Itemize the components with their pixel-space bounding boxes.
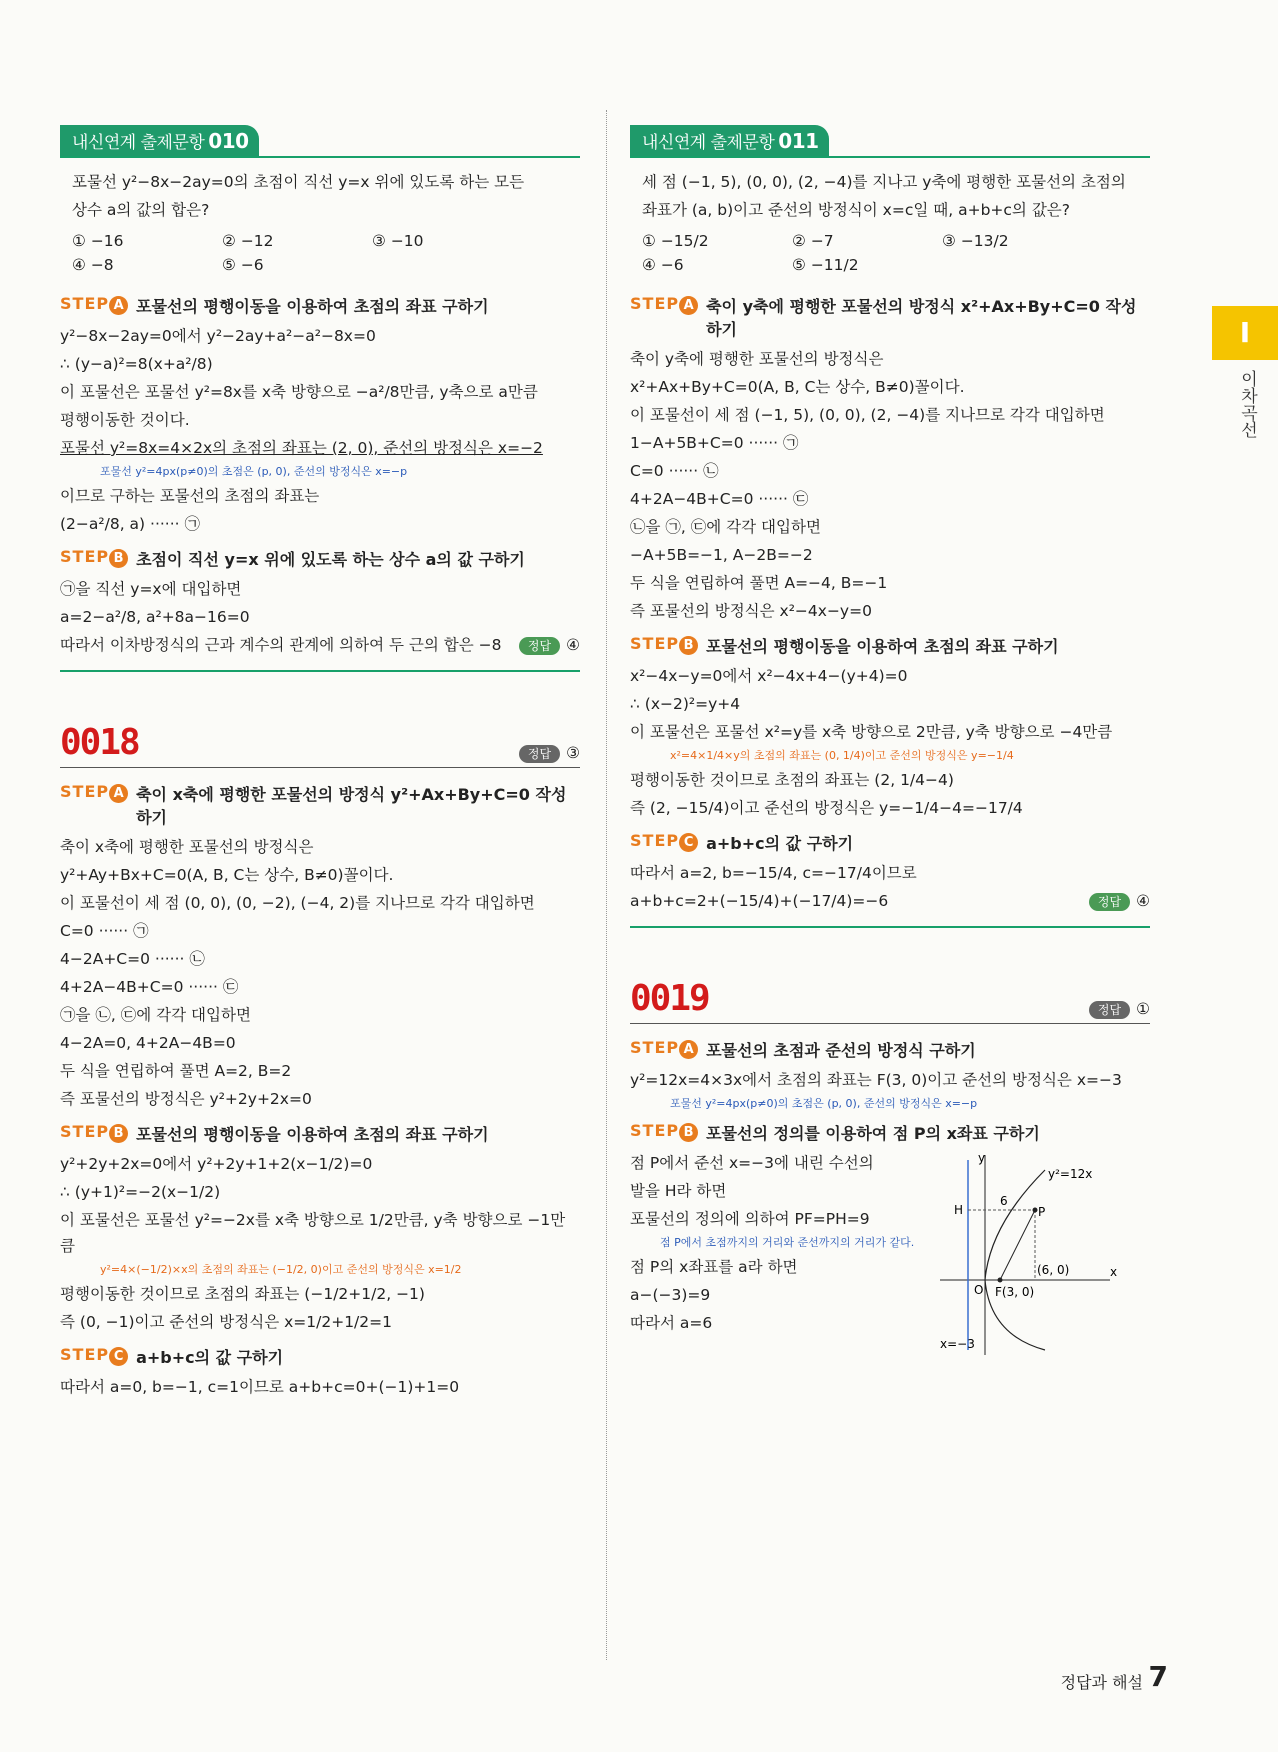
section-end-rule: [60, 670, 580, 672]
point-p-label: P: [1038, 1205, 1046, 1219]
problem-011-choices: [630, 232, 1150, 274]
step-a: STEP A 포물선의 평행이동을 이용하여 초점의 좌표 구하기: [60, 294, 489, 316]
solution-line: ∴ (y−a)²=8(x+a²/8): [60, 355, 213, 373]
origin-label: O: [974, 1283, 984, 1297]
parabola-curve: [985, 1170, 1045, 1350]
section-end-rule: [630, 926, 1150, 928]
step-a: STEP A 포물선의 초점과 준선의 방정식 구하기: [630, 1038, 976, 1060]
solution-line: 4+2A−4B+C=0 ······ ㉢: [630, 490, 809, 508]
chapter-tab: I: [1212, 306, 1278, 360]
solution-line: ㉠을 ㉡, ㉢에 각각 대입하면: [60, 1006, 251, 1024]
right-column: [630, 125, 1150, 1370]
solution-line: 포물선 y²=8x=4×2x의 초점의 좌표는 (2, 0), 준선의 방정식은 x=−2: [60, 439, 543, 457]
focus-label: F(3, 0): [995, 1285, 1035, 1299]
annotation-note: x²=4×1/4×y의 초점의 좌표는 (0, 1/4)이고 준선의 방정식은 y=−1/4: [670, 749, 1014, 762]
answer-badge: 정답: [519, 745, 560, 763]
problem-tag: 내신연계 출제문항 010: [60, 125, 259, 156]
point-h-label: H: [954, 1203, 964, 1217]
solution-line: 즉 포물선의 방정식은 x²−4x−y=0: [630, 602, 872, 620]
problem-011-header: [630, 125, 1150, 158]
choice: ⑤ −6: [222, 256, 264, 274]
problem-010-choices: [60, 232, 580, 274]
choice: ③ −10: [372, 232, 424, 250]
solution-line: ㉠을 직선 y=x에 대입하면: [60, 580, 242, 598]
footer-label: 정답과 해설: [1060, 1673, 1143, 1692]
solution-line: 두 식을 연립하여 풀면 A=−4, B=−1: [630, 574, 888, 592]
point-f: [998, 1278, 1003, 1283]
solution-line: y²+Ay+Bx+C=0(A, B, C는 상수, B≠0)꼴이다.: [60, 866, 394, 884]
solution-line: 이 포물선은 포물선 x²=y를 x축 방향으로 2만큼, y축 방향으로 −4만큼: [630, 723, 1113, 741]
chapter-title: 이차곡선: [1237, 370, 1257, 438]
y-axis-label: y: [978, 1151, 986, 1165]
solution-line: y²+2y+2x=0에서 y²+2y+1+2(x−1/2)=0: [60, 1155, 373, 1173]
problem-0018-header: 0018 정답 ③: [60, 722, 580, 768]
solution-line: C=0 ······ ㉠: [60, 922, 149, 940]
column-divider: [606, 110, 607, 1660]
solution-line: 4−2A=0, 4+2A−4B=0: [60, 1034, 236, 1052]
step-a: STEP A 축이 x축에 평행한 포물선의 방정식 y²+Ax+By+C=0 작성하기: [60, 782, 567, 827]
annotation-note: y²=4×(−1/2)×x의 초점의 좌표는 (−1/2, 0)이고 준선의 방정식은 x=1/2: [100, 1263, 462, 1276]
solution-line: y²=12x=4×3x에서 초점의 좌표는 F(3, 0)이고 준선의 방정식은 x=−3: [630, 1071, 1122, 1089]
choice: ① −16: [72, 232, 124, 250]
step-b: STEP B 포물선의 평행이동을 이용하여 초점의 좌표 구하기: [630, 634, 1059, 656]
x-axis-label: x: [1110, 1265, 1118, 1279]
solution-line: a−(−3)=9: [630, 1286, 711, 1304]
solution-line: 평행이동한 것이다.: [60, 411, 190, 429]
solution-line: x²−4x−y=0에서 x²−4x+4−(y+4)=0: [630, 667, 908, 685]
solution-line: 따라서 a=2, b=−15/4, c=−17/4이므로: [630, 864, 917, 882]
solution-line: 점 P의 x좌표를 a라 하면: [630, 1258, 798, 1276]
final-answer-row: a+b+c=2+(−15/4)+(−17/4)=−6 정답 ④: [630, 892, 1150, 910]
solution-line: 평행이동한 것이므로 초점의 좌표는 (2, 1/4−4): [630, 771, 954, 789]
step-c: STEP C a+b+c의 값 구하기: [630, 831, 854, 853]
solution-line: 4+2A−4B+C=0 ······ ㉢: [60, 978, 239, 996]
step-b: STEP B 포물선의 정의를 이용하여 점 P의 x좌표 구하기: [630, 1121, 1040, 1143]
page-number: 7: [1148, 1660, 1168, 1693]
solution-line: (2−a²/8, a) ······ ㉠: [60, 515, 201, 533]
final-answer-row: 따라서 이차방정식의 근과 계수의 관계에 의하여 두 근의 합은 −8 정답 ④: [60, 636, 580, 654]
solution-line: 발을 H라 하면: [630, 1182, 727, 1200]
answer-badge: 정답: [519, 637, 560, 655]
annotation-note: 포물선 y²=4px(p≠0)의 초점은 (p, 0), 준선의 방정식은 x=−p: [670, 1097, 978, 1110]
step-c: STEP C a+b+c의 값 구하기: [60, 1345, 284, 1367]
curve-label: y²=12x: [1048, 1167, 1093, 1181]
problem-0019-body: [630, 1150, 1150, 1370]
step-b: STEP B 포물선의 평행이동을 이용하여 초점의 좌표 구하기: [60, 1122, 489, 1144]
solution-line: 축이 x축에 평행한 포물선의 방정식은: [60, 838, 314, 856]
solution-line: 즉 포물선의 방정식은 y²+2y+2x=0: [60, 1090, 312, 1108]
solution-line: 1−A+5B+C=0 ······ ㉠: [630, 434, 799, 452]
answer-badge: 정답: [1089, 1001, 1130, 1019]
problem-number: 0019: [630, 978, 709, 1019]
choice: ⑤ −11/2: [792, 256, 859, 274]
annotation-note: 포물선 y²=4px(p≠0)의 초점은 (p, 0), 준선의 방정식은 x=−p: [100, 465, 408, 478]
step-a: STEP A 축이 y축에 평행한 포물선의 방정식 x²+Ax+By+C=0 작성하기: [630, 294, 1137, 339]
problem-011-question: 세 점 (−1, 5), (0, 0), (2, −4)를 지나고 y축에 평행한 포물선의 초점의 좌표가 (a, b)이고 준선의 방정식이 x=c일 때, a+b+c의 값은?: [642, 173, 1126, 219]
problem-tag: 내신연계 출제문항 011: [630, 125, 829, 156]
point-p: [1033, 1208, 1038, 1213]
solution-line: 점 P에서 준선 x=−3에 내린 수선의: [630, 1154, 874, 1172]
solution-line: 즉 (0, −1)이고 준선의 방정식은 x=1/2+1/2=1: [60, 1313, 392, 1331]
choice: ① −15/2: [642, 232, 709, 250]
solution-line: C=0 ······ ㉡: [630, 462, 719, 480]
choice: ④ −6: [642, 256, 684, 274]
solution-line: 4−2A+C=0 ······ ㉡: [60, 950, 205, 968]
step-b: STEP B 초점이 직선 y=x 위에 있도록 하는 상수 a의 값 구하기: [60, 547, 525, 569]
solution-line: ∴ (x−2)²=y+4: [630, 695, 741, 713]
solution-line: ∴ (y+1)²=−2(x−1/2): [60, 1183, 221, 1201]
answer-badge: 정답: [1089, 893, 1130, 911]
solution-line: 이므로 구하는 포물선의 초점의 좌표는: [60, 487, 320, 505]
solution-line: 이 포물선이 세 점 (0, 0), (0, −2), (−4, 2)를 지나므로 각각 대입하면: [60, 894, 535, 912]
solution-line: y²−8x−2ay=0에서 y²−2ay+a²−a²−8x=0: [60, 327, 376, 345]
annotation-note: 점 P에서 초점까지의 거리와 준선까지의 거리가 같다.: [660, 1236, 915, 1249]
directrix-label: x=−3: [940, 1337, 975, 1351]
solution-line: −A+5B=−1, A−2B=−2: [630, 546, 813, 564]
choice: ② −12: [222, 232, 274, 250]
problem-010-question: 포물선 y²−8x−2ay=0의 초점이 직선 y=x 위에 있도록 하는 모든 상수 a의 값의 합은?: [72, 173, 525, 219]
problem-number: 0018: [60, 722, 139, 763]
problem-0019-header: 0019 정답 ①: [630, 978, 1150, 1024]
solution-line: 이 포물선은 포물선 y²=8x를 x축 방향으로 −a²/8만큼, y축으로 a만큼: [60, 383, 538, 401]
choice: ③ −13/2: [942, 232, 1009, 250]
left-column: [60, 125, 580, 1402]
solution-line: 따라서 a=6: [630, 1314, 713, 1332]
choice: ② −7: [792, 232, 834, 250]
parabola-graph: [940, 1150, 1120, 1360]
point-6-label: (6, 0): [1037, 1263, 1070, 1277]
solution-line: 평행이동한 것이므로 초점의 좌표는 (−1/2+1/2, −1): [60, 1285, 425, 1303]
solution-line: 따라서 a=0, b=−1, c=1이므로 a+b+c=0+(−1)+1=0: [60, 1378, 460, 1396]
solution-line: 포물선의 정의에 의하여 PF=PH=9: [630, 1210, 870, 1228]
problem-010-header: [60, 125, 580, 158]
choice: ④ −8: [72, 256, 114, 274]
solution-line: a=2−a²/8, a²+8a−16=0: [60, 608, 250, 626]
solution-line: ㉡을 ㉠, ㉢에 각각 대입하면: [630, 518, 821, 536]
solution-line: 축이 y축에 평행한 포물선의 방정식은: [630, 350, 884, 368]
solution-line: x²+Ax+By+C=0(A, B, C는 상수, B≠0)꼴이다.: [630, 378, 965, 396]
solution-line: 이 포물선은 포물선 y²=−2x를 x축 방향으로 1/2만큼, y축 방향으로 −1만큼: [60, 1211, 566, 1255]
distance-label: 6: [1000, 1194, 1008, 1208]
solution-line: 두 식을 연립하여 풀면 A=2, B=2: [60, 1062, 292, 1080]
solution-line: 이 포물선이 세 점 (−1, 5), (0, 0), (2, −4)를 지나므로 각각 대입하면: [630, 406, 1105, 424]
solution-line: 즉 (2, −15/4)이고 준선의 방정식은 y=−1/4−4=−17/4: [630, 799, 1023, 817]
